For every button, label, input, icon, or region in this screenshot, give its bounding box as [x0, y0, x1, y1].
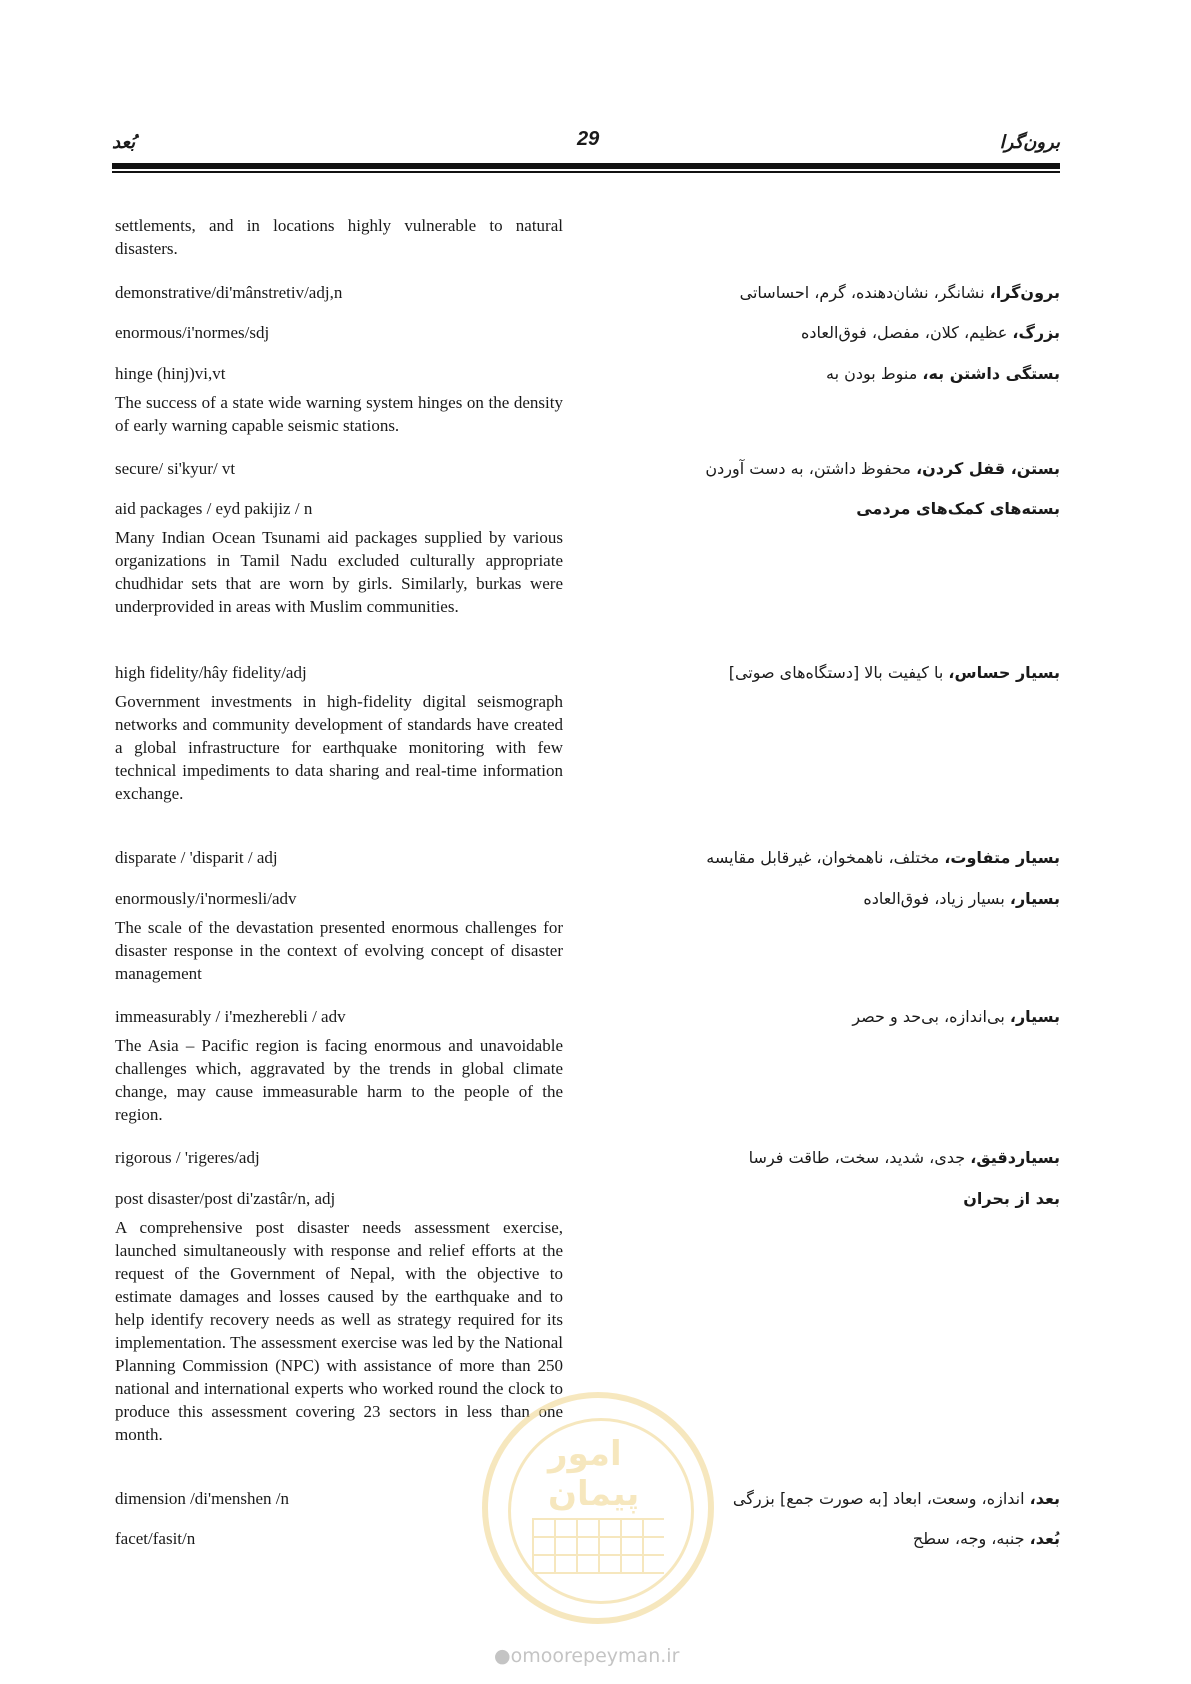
persian-entry: بسیار حساس، با کیفیت بالا [دستگاه‌های صوتی] — [728, 663, 1060, 682]
persian-entry: بسیار، بسیار زیاد، فوق‌العاده — [863, 889, 1060, 908]
english-term-rigorous: rigorous / 'rigeres/adj — [115, 1148, 260, 1167]
persian-entry: بعد، اندازه، وسعت، ابعاد [به صورت جمع] بزرگی — [732, 1489, 1060, 1508]
english-term-immeasurably: immeasurably / i'mezherebli / adv — [115, 1007, 346, 1026]
persian-entry: بسته‌های کمک‌های مردمی — [856, 499, 1060, 518]
english-example-high-fidelity: Government investments in high-fidelity digital seismograph networks and community development of standards have created a global infrastructure for earthquake monitoring with few technical impediments to data sharing and real-time information exchange. — [115, 692, 563, 803]
english-term-post-disaster: post disaster/post di'zastâr/n, adj — [115, 1189, 336, 1208]
header-left-keyword: بُعد — [112, 132, 136, 153]
english-example-immeasurably: The Asia – Pacific region is facing enormous and unavoidable challenges which, aggravated by the trends in global climate change, may cause immeasurable harm to the people of the region. — [115, 1036, 563, 1124]
header-right-keyword: برون‌گرا — [999, 132, 1060, 153]
persian-entry: بسیار متفاوت، مختلف، ناهمخوان، غیرقابل مقایسه — [706, 848, 1060, 867]
english-term-disparate: disparate / 'disparit / adj — [115, 848, 278, 867]
watermark-grid — [532, 1518, 664, 1574]
english-term-aid-packages: aid packages / eyd pakijiz / n — [115, 499, 313, 518]
persian-entry: بُعد، جنبه، وجه، سطح — [912, 1529, 1060, 1548]
page-header — [112, 128, 1060, 160]
watermark-emblem — [482, 1392, 714, 1624]
english-term-facet: facet/fasit/n — [115, 1529, 196, 1548]
english-term-secure: secure/ si'kyur/ vt — [115, 459, 236, 478]
english-term-enormous: enormous/i'normes/sdj — [115, 323, 270, 342]
english-example-post-disaster: A comprehensive post disaster needs assessment exercise, launched simultaneously with response and relief efforts at the request of the Government of Nepal, with the objective to estimate damages and losses caused by the earthquake and to help identify recovery needs as well as strategy required for its implementation. The assessment exercise was led by the National Planning Commission (NPC) with assistance of more than 250 national and international experts who worked round the clock to produce this assessment covering 23 sectors in less than one month. — [115, 1218, 563, 1444]
english-term-dimension: dimension /di'menshen /n — [115, 1489, 289, 1508]
persian-entry: برون‌گرا، نشانگر، نشان‌دهنده، گرم، احساساتی — [739, 283, 1060, 302]
persian-entry: بستگی داشتن به، منوط بودن به — [826, 364, 1060, 383]
english-term-hinge: hinge (hinj)vi,vt — [115, 364, 226, 383]
watermark-site: ●omoorepeyman.ir — [494, 1645, 680, 1667]
header-rule-thin — [112, 171, 1060, 173]
english-paragraph-settlements: settlements, and in locations highly vulnerable to natural disasters. — [115, 216, 563, 258]
page-number: 29 — [577, 128, 600, 150]
english-term-high-fidelity: high fidelity/hây fidelity/adj — [115, 663, 307, 682]
watermark-emblem-text: امور پیمان — [548, 1434, 640, 1514]
header-rule-thick — [112, 163, 1060, 169]
english-term-demonstrative: demonstrative/di'mânstretiv/adj,n — [115, 283, 343, 302]
persian-entry: بستن، قفل کردن، محفوظ داشتن، به دست آوردن — [705, 459, 1060, 478]
persian-entry: بزرگ، عظیم، کلان، مفصل، فوق‌العاده — [801, 323, 1060, 342]
persian-entry: بسیار، بی‌اندازه، بی‌حد و حصر — [852, 1007, 1060, 1026]
english-example-enormously: The scale of the devastation presented enormous challenges for disaster response in the context of evolving concept of disaster management — [115, 918, 563, 983]
english-example-hinge: The success of a state wide warning system hinges on the density of early warning capable seismic stations. — [115, 393, 563, 435]
persian-entry: بعد از بحران — [963, 1189, 1060, 1208]
english-example-aid-packages: Many Indian Ocean Tsunami aid packages supplied by various organizations in Tamil Nadu excluded culturally appropriate chudhidar sets that are worn by girls. Similarly, burkas were underprovided in areas with Muslim communities. — [115, 528, 563, 616]
persian-entry: بسیاردقیق، جدی، شدید، سخت، طاقت فرسا — [748, 1148, 1060, 1167]
english-term-enormously: enormously/i'normesli/adv — [115, 889, 297, 908]
